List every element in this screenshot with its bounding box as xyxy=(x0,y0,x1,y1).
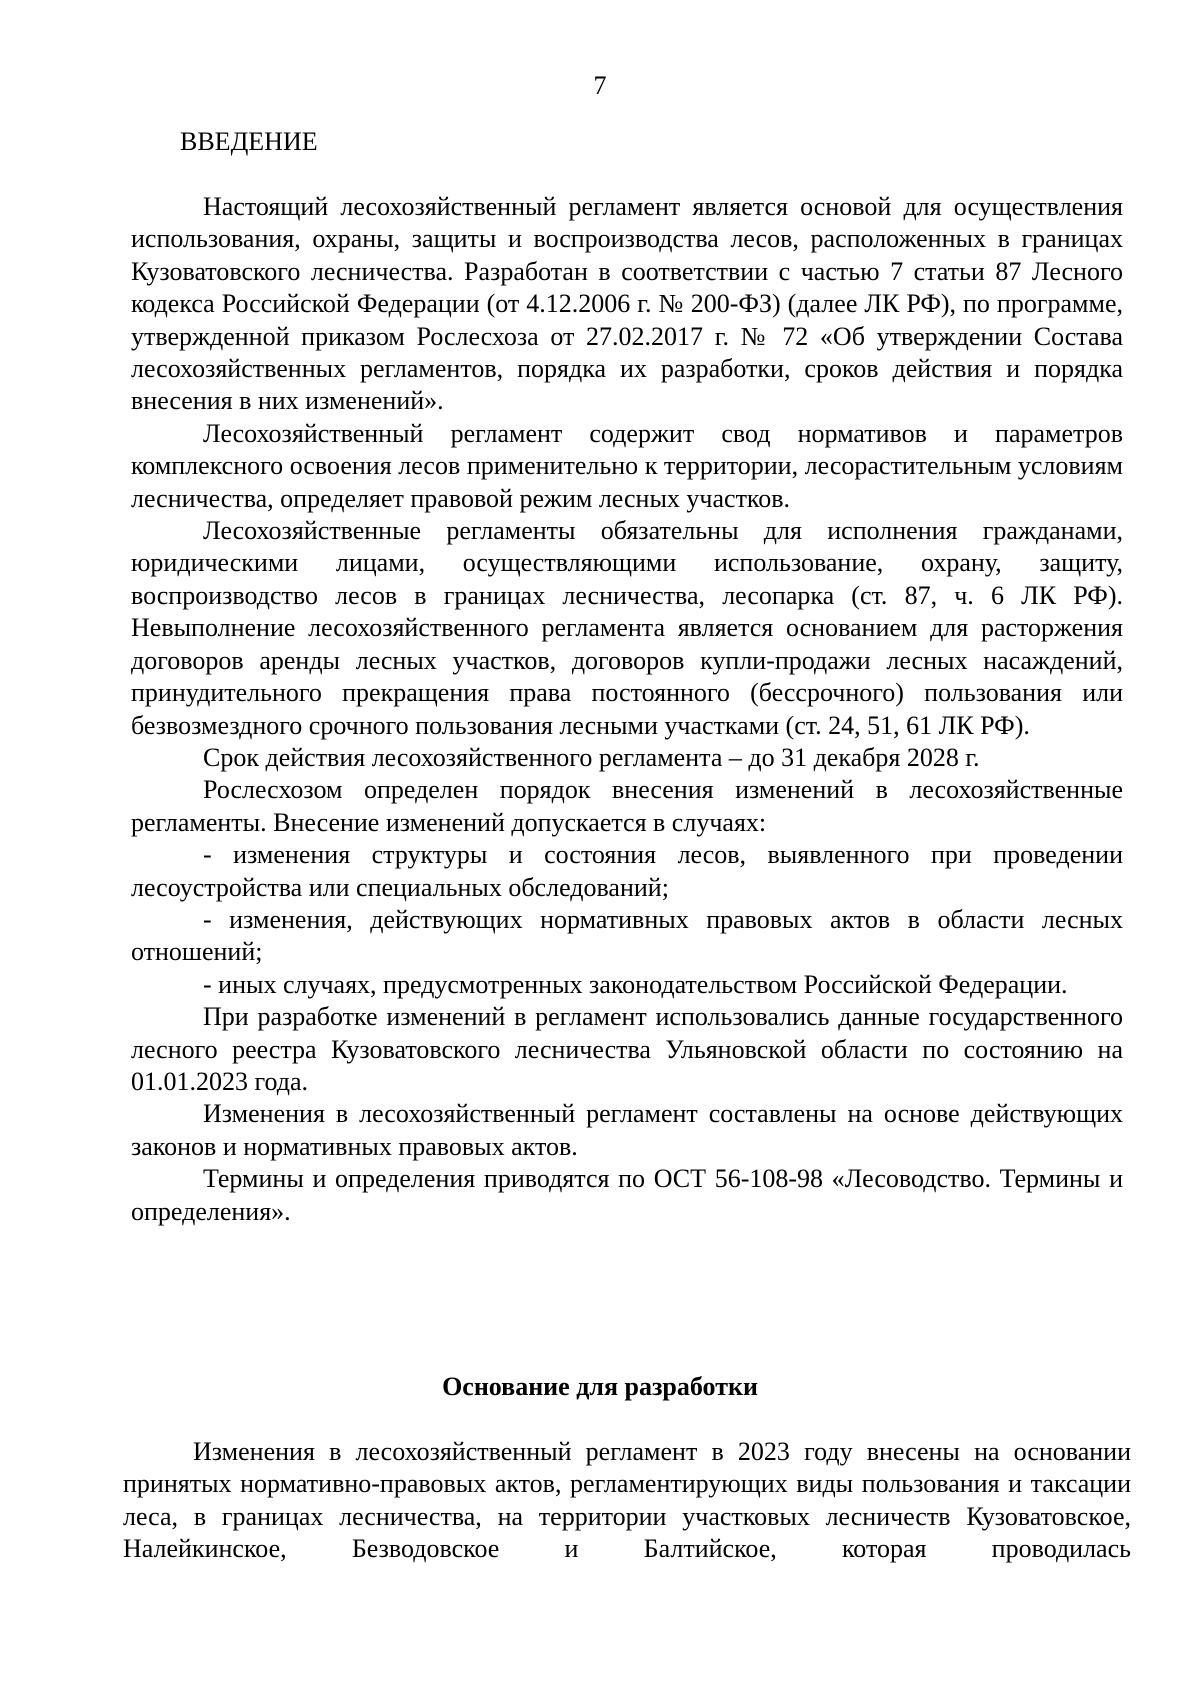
page-number: 7 xyxy=(593,71,607,100)
section-body xyxy=(123,1436,1131,1566)
list-item: - иных случаях, предусмотренных законодательством Российской Федерации. xyxy=(203,969,1068,999)
list-item: - изменения структуры и состояния лесов, выявленного при проведении лесоустройства или специальных обследований; xyxy=(131,840,1123,902)
intro-heading: ВВЕДЕНИЕ xyxy=(180,127,318,156)
intro-paragraph-3: Лесохозяйственные регламенты обязательны для исполнения гражданами, юридическими лицами, осуществляющими использование, охрану, защиту, воспроизводство лесов в границах лесничества, лесопарка (ст. 87, ч. 6 ЛК РФ). Невыполнение лесохозяйственного регламента является основанием для расторжения договоров аренды лесных участков, договоров купли-продажи лесных насаждений, принудительного прекращения права постоянного (бессрочного) пользования или безвозмездного срочного пользования лесными участками (ст. 24, 51, 61 ЛК РФ). xyxy=(131,516,1123,740)
intro-paragraph-7: Изменения в лесохозяйственный регламент составлены на основе действующих законов и нормативных правовых актов. xyxy=(131,1099,1123,1161)
intro-paragraph-6: При разработке изменений в регламент использовались данные государственного лесного реестра Кузоватовского лесничества Ульяновской области по состоянию на 01.01.2023 года. xyxy=(131,1002,1123,1096)
list-item: - изменения, действующих нормативных правовых актов в области лесных отношений; xyxy=(131,904,1123,967)
section-paragraph: Изменения в лесохозяйственный регламент в 2023 году внесены на основании принятых нормативно-правовых актов, регламентирующих виды пользования и таксации леса, в границах лесничества, на территории участковых лесничеств Кузоватовское, Налейкинское, Безводовское и Балтийское, которая проводилась xyxy=(123,1437,1131,1564)
intro-paragraph-4: Срок действия лесохозяйственного регламента – до 31 декабря 2028 г. xyxy=(203,742,980,772)
intro-paragraph-5: Рослесхозом определен порядок внесения изменений в лесохозяйственные регламенты. Внесение изменений допускается в случаях: xyxy=(131,775,1123,837)
section-heading: Основание для разработки xyxy=(442,1372,758,1401)
intro-body xyxy=(131,191,1123,1228)
intro-paragraph-2: Лесохозяйственный регламент содержит свод нормативов и параметров комплексного освоения лесов применительно к территории, лесорастительным условиям лесничества, определяет правовой режим лесных участков. xyxy=(131,418,1123,513)
intro-paragraph-8: Термины и определения приводятся по ОСТ 56-108-98 «Лесоводство. Термины и определения». xyxy=(131,1164,1123,1226)
intro-paragraph-1: Настоящий лесохозяйственный регламент является основой для осуществления использования, охраны, защиты и воспроизводства лесов, расположенных в границах Кузоватовского лесничества. Разработан в соответствии с частью 7 статьи 87 Лесного кодекса Российской Федерации (от 4.12.2006 г. № 200-ФЗ) (далее ЛК РФ), по программе, утвержденной приказом Рослесхоза от 27.02.2017 г. № 72 «Об утверждении Состава лесохозяйственных регламентов, порядка их разработки, сроков действия и порядка внесения в них изменений». xyxy=(131,192,1123,416)
